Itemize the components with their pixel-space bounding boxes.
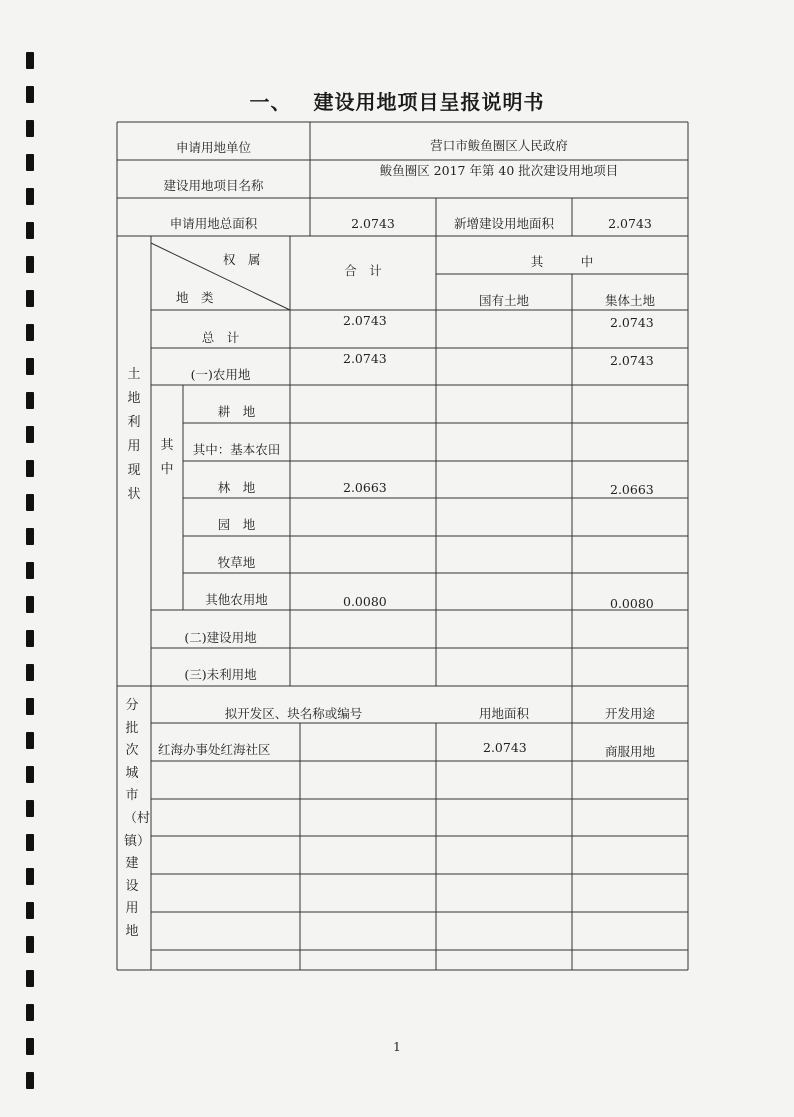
row-label-basic-farmland: 其中：基本农田 xyxy=(192,442,281,457)
row-total-forest: 2.0663 xyxy=(343,480,387,495)
row-label-unused: (三)未利用地 xyxy=(184,667,257,682)
batch-area-header: 用地面积 xyxy=(478,706,529,721)
collective-header: 集体土地 xyxy=(604,293,655,308)
area-value: 2.0743 xyxy=(351,216,395,231)
batch-section-label: 分批次城市（村镇）建设用地 xyxy=(124,698,151,939)
applicant-value: 营口市鲅鱼圈区人民政府 xyxy=(430,138,568,153)
title-text: 建设用地项目呈报说明书 xyxy=(313,90,545,114)
page-number: 1 xyxy=(393,1040,401,1054)
row-collective-forest: 2.0663 xyxy=(610,482,654,497)
batch-row-purpose: 商服用地 xyxy=(604,744,655,759)
new-area-value: 2.0743 xyxy=(608,216,652,231)
land-use-section-label: 土地利用现状 xyxy=(127,367,141,502)
row-label-total: 总 计 xyxy=(201,330,240,345)
total-header: 合 计 xyxy=(344,263,382,278)
row-collective-other-agricultural: 0.0080 xyxy=(610,596,654,611)
diag-bottom-label: 地 类 xyxy=(176,290,214,305)
batch-row-name: 红海办事处红海社区 xyxy=(158,742,271,757)
batch-row-area: 2.0743 xyxy=(483,740,527,755)
state-header: 国有土地 xyxy=(478,293,529,308)
diag-top-label: 权 属 xyxy=(223,252,261,267)
area-label: 申请用地总面积 xyxy=(169,216,258,231)
among-header: 其 中 xyxy=(530,254,594,269)
new-area-label: 新增建设用地面积 xyxy=(453,216,554,231)
project-label: 建设用地项目名称 xyxy=(163,178,264,193)
project-value: 鲅鱼圈区 2017 年第 40 批次建设用地项目 xyxy=(379,163,619,178)
row-collective-total: 2.0743 xyxy=(610,315,654,330)
row-label-pasture: 牧草地 xyxy=(217,555,256,570)
applicant-label: 申请用地单位 xyxy=(175,140,251,155)
row-label-agricultural: (一)农用地 xyxy=(190,367,251,382)
row-label-cultivated: 耕 地 xyxy=(217,404,256,419)
sub-among-label: 其中 xyxy=(160,438,174,477)
row-total-agricultural: 2.0743 xyxy=(343,351,387,366)
row-label-construction: (二)建设用地 xyxy=(184,630,257,645)
batch-name-header: 拟开发区、块名称或编号 xyxy=(224,706,363,721)
batch-purpose-header: 开发用途 xyxy=(604,706,655,721)
row-collective-agricultural: 2.0743 xyxy=(610,353,654,368)
row-total-total: 2.0743 xyxy=(343,313,387,328)
row-total-other-agricultural: 0.0080 xyxy=(343,594,387,609)
row-label-other-agricultural: 其他农用地 xyxy=(205,592,268,607)
row-label-forest: 林 地 xyxy=(217,480,256,495)
row-label-garden: 园 地 xyxy=(217,517,256,532)
title-number: 一、 xyxy=(249,90,292,114)
